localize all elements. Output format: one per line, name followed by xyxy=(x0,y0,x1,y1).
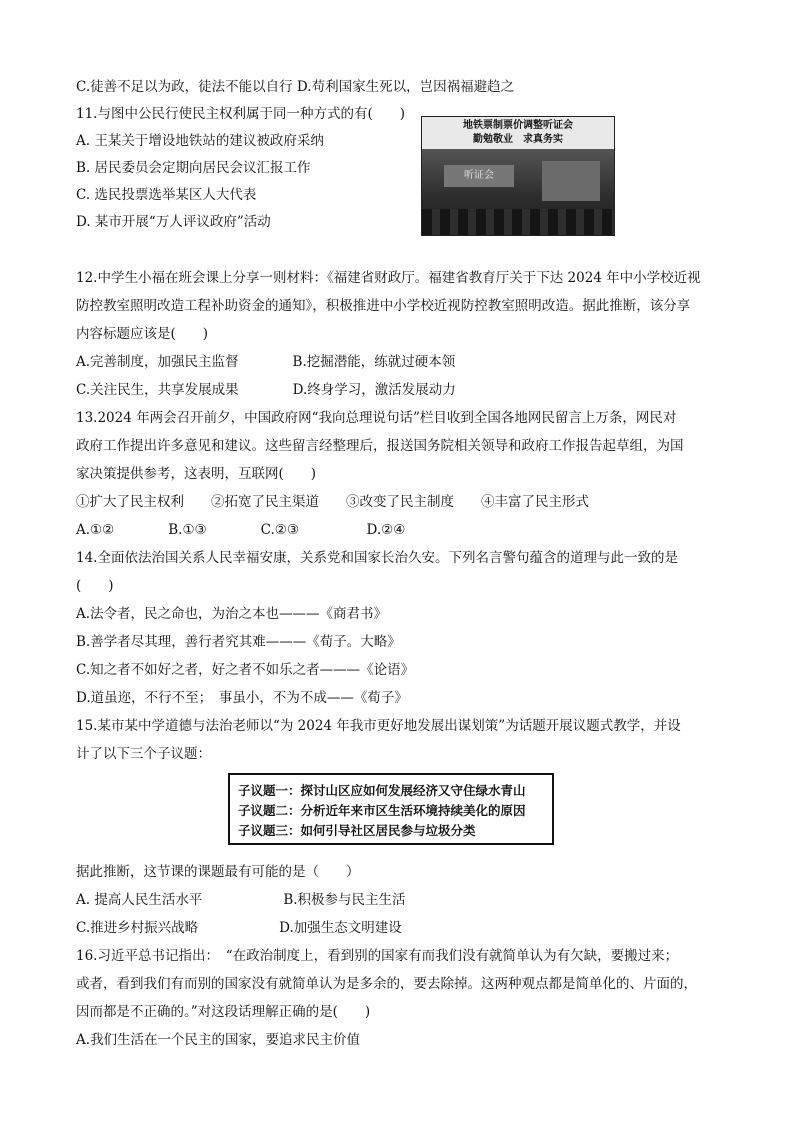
photo-audience xyxy=(422,209,614,235)
q12-line-2: 防控教室照明改造工程补助资金的通知》，积极推进中小学校近视防控教室照明改造。据此推断，该分享 xyxy=(76,298,691,314)
subtopic-box xyxy=(228,773,554,845)
q16-option-a: A.我们生活在一个民主的国家，要追求民主价值 xyxy=(76,1032,361,1048)
q14-line-2: ( ) xyxy=(76,578,114,594)
q11-option-a: A. 王某关于增设地铁站的建议被政府采纳 xyxy=(76,133,324,149)
q15-options-ab: A. 提高人民生活水平 B.积极参与民主生活 xyxy=(76,892,406,908)
photo-banner-line1: 地铁票制票价调整听证会 xyxy=(463,120,573,131)
photo-banner xyxy=(422,117,614,151)
q15-line-3: 据此推断，这节课的课题最有可能的是（ ） xyxy=(76,864,360,880)
q10-option-cd: C.徒善不足以为政，徒法不能以自行 D.苟利国家生死以，岂因祸福避趋之 xyxy=(76,79,515,95)
q15-line-1: 15.某市某中学道德与法治老师以“为 2024 年我市更好地发展出谋划策”为话题开展议题式教学，并设 xyxy=(76,718,681,734)
q14-option-d: D.道虽迩，不行不至； 事虽小，不为不成——《荀子》 xyxy=(76,690,408,706)
subtopic-2: 子议题二：分析近年来市区生活环境持续美化的原因 xyxy=(238,803,526,818)
subtopic-3: 子议题三：如何引导社区居民参与垃圾分类 xyxy=(238,823,476,838)
q15-options-cd: C.推进乡村振兴战略 D.加强生态文明建设 xyxy=(76,920,402,936)
q13-answers: A.①② B.①③ C.②③ D.②④ xyxy=(76,522,406,538)
photo-banner-line2: 勤勉敬业 求真务实 xyxy=(473,134,563,145)
q13-line-1: 13.2024 年两会召开前夕，中国政府网“我向总理说句话”栏目收到全国各地网民留言上万条，网民对 xyxy=(76,410,677,426)
q12-line-3: 内容标题应该是( ) xyxy=(76,326,209,342)
q11-option-c: C. 选民投票选举某区人大代表 xyxy=(76,187,257,203)
q13-line-3: 家决策提供参考，这表明，互联网( ) xyxy=(76,466,317,482)
photo-screen xyxy=(542,161,600,201)
q14-option-b: B.善学者尽其理，善行者究其难———《荀子。大略》 xyxy=(76,634,401,650)
q13-line-2: 政府工作提出许多意见和建议。这些留言经整理后，报送国务院相关领导和政府工作报告起草组，为国 xyxy=(76,438,684,454)
subtopic-1: 子议题一：探讨山区应如何发展经济又守住绿水青山 xyxy=(238,783,526,798)
q13-statements: ①扩大了民主权利 ②拓宽了民主渠道 ③改变了民主制度 ④丰富了民主形式 xyxy=(76,494,589,510)
q14-line-1: 14.全面依法治国关系人民幸福安康，关系党和国家长治久安。下列名言警句蕴含的道理与此一致的是 xyxy=(76,550,678,566)
q12-line-1: 12.中学生小福在班会课上分享一则材料：《福建省财政厅。福建省教育厅关于下达 2024 年中小学校近视 xyxy=(76,270,701,286)
q14-option-c: C.知之者不如好之者，好之者不如乐之者———《论语》 xyxy=(76,662,415,678)
q12-options-cd: C.关注民生，共享发展成果 D.终身学习，激活发展动力 xyxy=(76,382,456,398)
photo-sign: 听证会 xyxy=(444,165,514,187)
q11-option-d: D. 某市开展“万人评议政府”活动 xyxy=(76,214,271,230)
hearing-photo xyxy=(421,116,615,236)
q12-options-ab: A.完善制度，加强民主监督 B.挖掘潜能，练就过硬本领 xyxy=(76,354,456,370)
q16-line-1: 16.习近平总书记指出： “在政治制度上，看到别的国家有而我们没有就简单认为有欠缺，要搬过来； xyxy=(76,948,679,964)
q16-line-3: 因而都是不正确的。”对这段话理解正确的是( ) xyxy=(76,1004,371,1020)
q11-option-b: B. 居民委员会定期向居民会议汇报工作 xyxy=(76,160,311,176)
q16-line-2: 或者，看到我们有而别的国家没有就简单认为是多余的，要去除掉。这两种观点都是简单化的、片面的， xyxy=(76,976,697,992)
q11-stem: 11.与图中公民行使民主权利属于同一种方式的有( ) xyxy=(76,106,406,122)
q15-line-2: 计了以下三个子议题： xyxy=(76,746,211,762)
q14-option-a: A.法令者，民之命也，为治之本也———《商君书》 xyxy=(76,606,388,622)
